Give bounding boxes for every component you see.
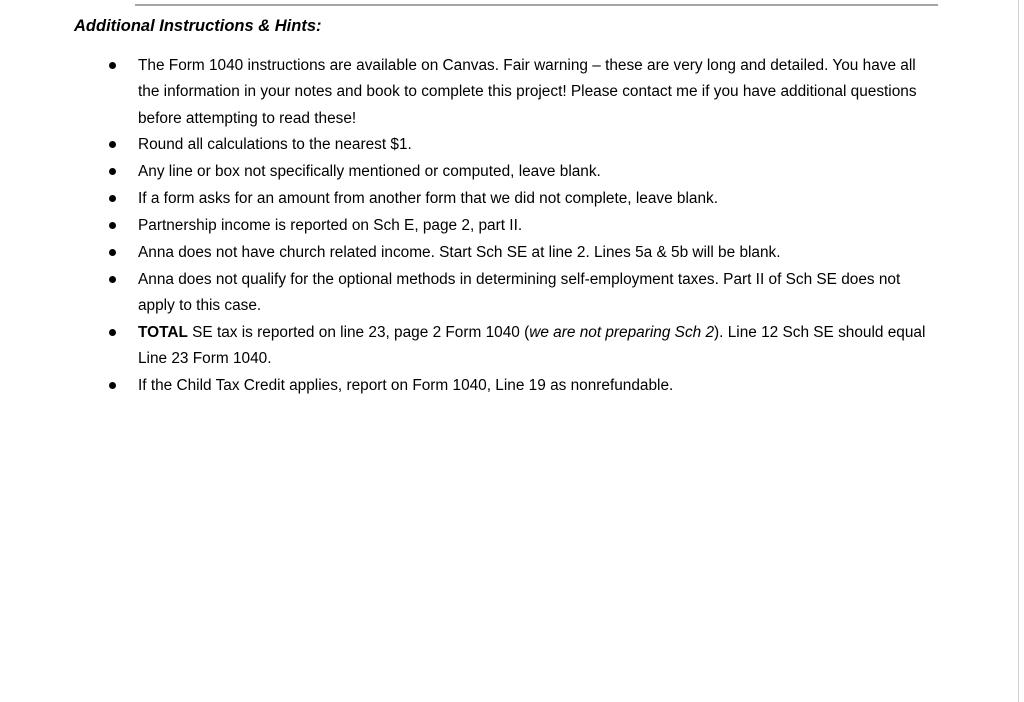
bullet-icon — [109, 249, 116, 256]
bullet-icon — [109, 222, 116, 229]
hint-item — [0, 240, 938, 266]
bullet-icon — [109, 141, 116, 148]
bullet-icon — [109, 168, 116, 175]
hint-text-part: SE tax is reported on line 23, page 2 Form 1040 ( — [187, 324, 530, 342]
hint-item — [0, 186, 938, 212]
hint-text — [138, 320, 938, 373]
hint-item — [0, 53, 938, 132]
hint-item-se-tax — [0, 320, 938, 373]
hint-text: Partnership income is reported on Sch E, page 2, part II. — [138, 217, 523, 235]
hint-item — [0, 159, 938, 185]
bullet-icon — [109, 276, 116, 283]
hint-text: Any line or box not specifically mentioned or computed, leave blank. — [138, 163, 601, 181]
hint-item — [0, 132, 938, 158]
bold-lead-text: TOTAL — [138, 324, 188, 342]
bullet-icon — [109, 62, 116, 69]
italic-note: we are not preparing Sch 2 — [529, 324, 715, 342]
hint-item — [0, 213, 938, 239]
hint-text: If the Child Tax Credit applies, report on Form 1040, Line 19 as nonrefundable. — [138, 377, 674, 395]
hint-item — [0, 373, 938, 399]
hints-list — [0, 53, 1024, 400]
hint-text: If a form asks for an amount from another form that we did not complete, leave blank. — [138, 190, 718, 208]
hint-text: Round all calculations to the nearest $1. — [138, 136, 412, 154]
hint-text: The Form 1040 instructions are available on Canvas. Fair warning – these are very long and detailed. You have all the information in your notes and book to complete this project! Please contact me if you have additional questions before attempting to read these! — [138, 57, 917, 127]
bullet-icon — [109, 382, 116, 389]
hint-text: Anna does not qualify for the optional methods in determining self-employment taxes. Part II of Sch SE does not apply to this case. — [138, 270, 901, 315]
hint-item — [0, 267, 938, 320]
hint-text-part: ). Line 12 Sch SE should equal Line 23 Form 1040. — [138, 324, 926, 368]
header-divider — [135, 4, 938, 6]
hint-text: Anna does not have church related income. Start Sch SE at line 2. Lines 5a & 5b will be blank. — [138, 244, 781, 262]
bullet-icon — [109, 329, 116, 336]
bullet-icon — [109, 195, 116, 202]
section-heading: Additional Instructions & Hints: — [74, 17, 322, 35]
